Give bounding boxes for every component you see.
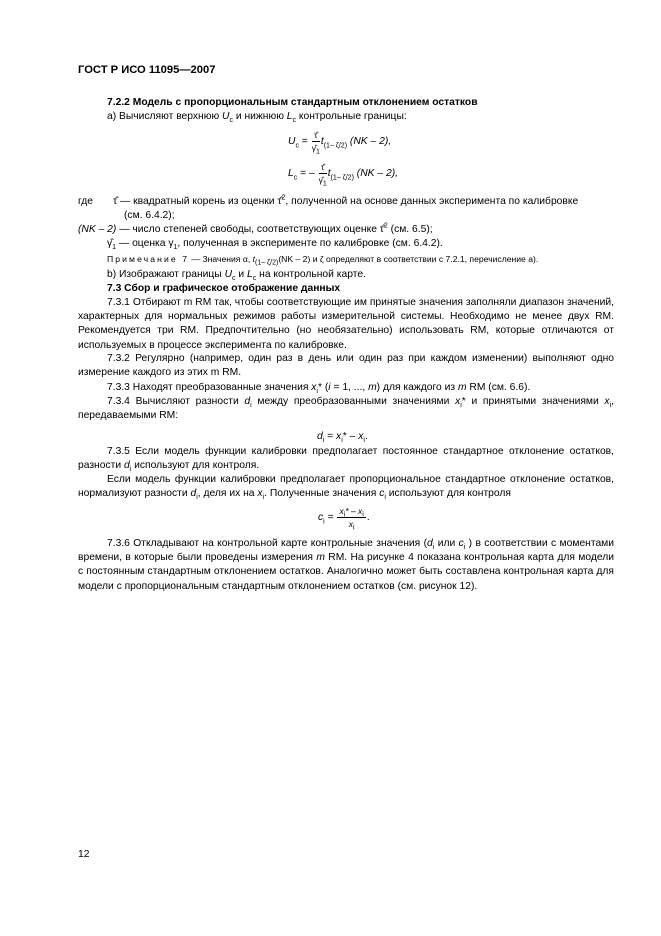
page-number: 12 [78,849,90,860]
formula-ci: $c_i$ = $\frac{x_i* - x_i}{x_i}$ . [318,506,370,532]
definition-tau-cont: (см. 6.4.2); [124,210,175,221]
where-label: где [78,196,94,207]
section-7-3-title: 7.3 Сбор и графическое отображение данных [107,283,341,294]
paragraph-7-3-5: 7.3.5 Если модель функции калибровки предполагает постоянное стандартное отклонение остатков, разности $d_i$ используют для контроля. [78,446,614,474]
formula-di: $d_i = x_i* - x_i$. [317,431,368,445]
definition-gamma: $\gammâ_1$ — оценка $\gamma_1$, полученная в эксперименте по калибровке (см. 6.4.2). [107,238,443,252]
formula-lc: $L_c$ = – $\frac{\taû}{\gammâ_1}$ $t_{(1- \zeta/2)}$ (NK – 2), [288,162,398,188]
note-7: Примечание 7 — Значения α, $t_{(1- \zeta/2)}(NK - 2)$ и ζ определяют в соответствии с 7.2.1, перечисление а). [107,254,539,267]
paragraph-7-3-4: 7.3.4 Вычисляют разности $d_i$ между преобразованными значениями $x_i*$ и принятыми значениями $x_i$, передаваемыми RM: [78,396,615,422]
formula-uc: $U_c$ = $\frac{\taû}{\gammâ_1}$ $t_{(1- \zeta/2)}$ (NK – 2), [288,130,392,156]
document-header: ГОСТ Р ИСО 11095—2007 [78,64,216,76]
paragraph-7-3-6: 7.3.6 Откладывают на контрольной карте контрольные значения ($d_i$ или $c_i$ ) в соответствии с моментами времени, в которые были проведены измерения m RM. На рисунке 4 показана контрольная карта для модели с постоянным стандартным отклонением остатков. Аналогично может быть составлена контрольная карта для модели с пропорциональным стандартным отклонением остатков (см. рисунок 12). [78,538,615,592]
item-b: b) Изображают границы $U_c$ и $L_c$ на контрольной карте. [107,269,366,283]
paragraph-7-3-2: 7.3.2 Регулярно (например, один раз в день или один раз при каждом изменении) выполняют одно измерение каждого из этих m RM. [78,353,614,379]
paragraph-7-3-5-cont: Если модель функции калибровки предполагает пропорциональное стандартное отклонение остатков, нормализуют разности $d_i$, деля их на $x_i$. Полученные значения $c_i$ используют для контроля [78,474,614,502]
section-7-2-2-title: 7.2.2 Модель с пропорциональным стандартным отклонением остатков [107,97,478,108]
paragraph-7-3-1: 7.3.1 Отбирают m RM так, чтобы соответствующие им принятые значения заполняли диапазон значений, характерных для нормальных режимов работы измерительной системы. Необходимо не менее двух RM. Рекомендуется три RM. Предпочтительно (но необязательно) использовать RM, которые отличаются от используемых в процессе эксперимента по калибровке. [78,297,614,351]
item-a: а) Вычисляют верхнюю $U_c$ и нижнюю $L_c$ контрольные границы: [107,111,407,125]
definition-tau: τ̂ — квадратный корень из оценки τ̂$^2$, полученной на основе данных эксперимента по калибровке [113,194,579,207]
paragraph-7-3-3: 7.3.3 Находят преобразованные значения $x_i*$ (i = 1, ..., m) для каждого из m RM (см. 6.6). [107,382,531,396]
definition-dof: (NK – 2) — число степеней свободы, соответствующих оценке τ̂$^2$ (см. 6.5); [78,222,433,235]
